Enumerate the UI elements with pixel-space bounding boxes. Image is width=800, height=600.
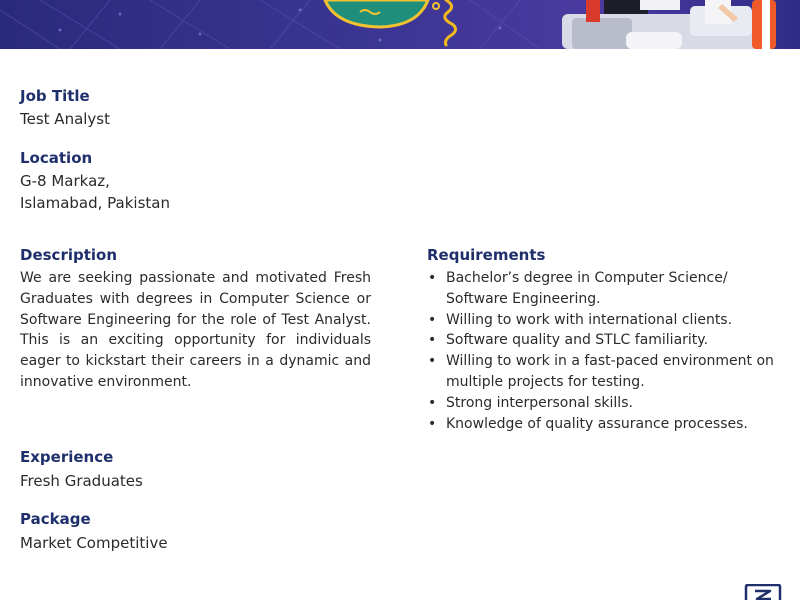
banner-art-icon (0, 0, 800, 49)
experience-label: Experience (20, 448, 114, 466)
requirement-item: • Willing to work with international clients. (427, 310, 787, 331)
location-line-2: Islamabad, Pakistan (20, 194, 170, 212)
package-value: Market Competitive (20, 534, 168, 552)
package-label: Package (20, 510, 91, 528)
requirements-label: Requirements (427, 246, 546, 264)
requirements-list (427, 268, 787, 434)
description-text: We are seeking passionate and motivated Fresh Graduates with degrees in Computer Science or Software Engineering for the role of Test Analyst. This is an exciting opportunity for individuals eager to kickstart their careers in a dynamic and innovative environment. (20, 270, 371, 390)
requirement-item: • Bachelor’s degree in Computer Science/ Software Engineering. (427, 268, 787, 310)
job-title-label: Job Title (20, 87, 90, 105)
location-line-1: G-8 Markaz, (20, 172, 110, 190)
requirement-item: • Strong interpersonal skills. (427, 393, 787, 414)
company-logo-icon (744, 584, 782, 600)
job-title-value: Test Analyst (20, 110, 111, 128)
location-label: Location (20, 149, 93, 167)
requirement-item: • Willing to work in a fast-paced environment on multiple projects for testing. (427, 351, 787, 393)
requirement-item: • Knowledge of quality assurance processes. (427, 414, 787, 435)
experience-value: Fresh Graduates (20, 472, 143, 490)
requirement-item: • Software quality and STLC familiarity. (427, 330, 787, 351)
banner-illustration (0, 0, 800, 49)
description-label: Description (20, 246, 118, 264)
